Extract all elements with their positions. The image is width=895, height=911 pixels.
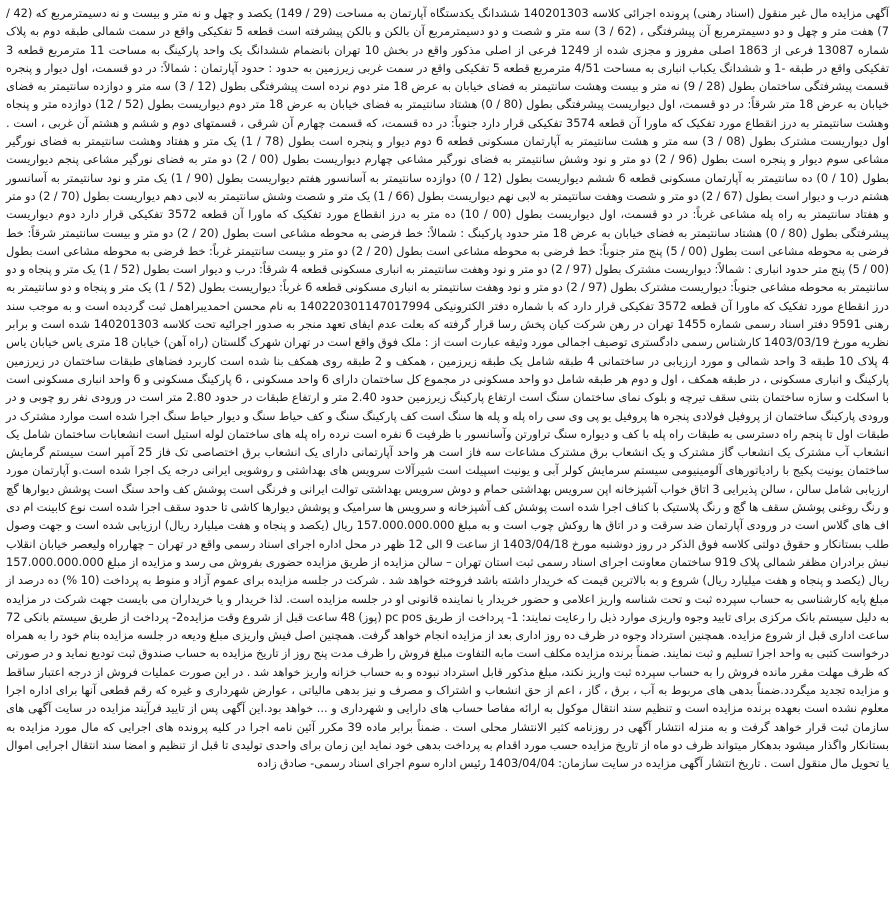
auction-notice-text: آگهی مزایده مال غیر منقول (اسناد رهنی) پرونده اجرائی کلاسه 140201303 ششدانگ یکدستگاه آپارتمان به مساحت (29 / 149) یکصد و چهل و نه متر و بیست و نه دسیمترمربع که (42 / 7) هفت متر و چهل و دو دسیمترمربع آن پیشرفتگی ، (62 / 3) سه متر و شصت و دو دسیمترمربع آن بالکن و بالکن پیشرفته است قطعه 5 تفکیکی واقع در سمت شمالی طبقه دوم به پلاک شماره 13087 فرعی از 1863 اصلی مفروز و مجزی شده از 1249 فرعی از اصلی مذکور واقع در بخش 10 تهران بانضمام ششدانگ یک واحد پارکینگ به مساحت 11 مترمربع قطعه 3 تفکیکی واقع در طبقه -1 و ششدانگ یکباب انباری به مساحت 4/51 مترمربع قطعه 5 تفکیکی واقع در سمت غربی زیرزمین به حدود : حدود آپارتمان : شمالاً: در دو قسمت، اول دیوار و پنجره قسمت پیشرفتگی ساختمان بطول (28 / 9) نه متر و بیست وهشت سانتیمتر به فضای خیابان به عرض 18 متر دوم نرده است پیشرفتگی بطول (12 / 3) سه متر و دوازده سانتیمتر به فضای خیابان به عرض 18 متر شرقاً: در دو قسمت، اول دیواریست پیشرفتگی بطول (80 / 0) هشتاد سانتیمتر به فضای خیابان به عرض 18 متر دوم دیواریست بطول (52 / 12) دوازده متر و پنجاه وهشت سانتیمتر به درز انقطاع مورد تفکیک که ماورا آن قطعه 3574 تفکیکی قرار دارد جنوباً: در ده قسمت، که قسمت چهارم آن شرقی ، قسمتهای دوم و ششم و هشتم آن غربی ، است . اول دیواریست مشترک بطول (08 / 3) سه متر و هشت سانتیمتر به آپارتمان مسکونی قطعه 6 دوم دیوار و پنجره است بطول (78 / 1) یک متر و هفتاد وهشت سانتیمتر به فضای نورگیر مشاعی سوم دیوار و پنجره است بطول (96 / 2) دو متر و نود وشش سانتیمتر به فضای نورگیر مشاعی چهارم دیواریست بطول (00 / 2) دو متر به فضای نورگیر مشاعی پنجم دیواریست بطول (10 / 0) ده سانتیمتر به آپارتمان مسکونی قطعه 6 ششم دیواریست بطول (12 / 0) دوازده سانتیمتر به آسانسور هفتم دیواریست بطول (90 / 1) یک متر و نود سانتیمتر به آسانسور هشتم درب و دیوار است بطول (67 / 2) دو متر و شصت وهفت سانتیمتر به لابی نهم دیواریست بطول (66 / 1) یک متر و شصت وشش سانتیمتر به لابی دهم دیواریست بطول (70 / 2) دو متر و هفتاد سانتیمتر به راه پله مشاعی غرباً: در دو قسمت، اول دیواریست بطول (00 / 10) ده متر به درز انقطاع مورد تفکیک که ماورا آن قطعه 3572 تفکیکی قرار دارد دوم دیواریست پیشرفتگی بطول (80 / 0) هشتاد سانتیمتر به فضای خیابان به عرض 18 متر حدود پارکینگ : شمالاً: خط فرضی به محوطه مشاعی است بطول (20 / 2) دو متر و بیست سانتیمتر شرقاً: خط فرضی به محوطه مشاعی است بطول (00 / 5) پنج متر جنوباً: خط فرضی به محوطه مشاعی است بطول (20 / 2) دو متر و بیست سانتیمتر غرباً: خط فرضی به محوطه مشاعی است بطول (00 / 5) پنج متر حدود انباری : شمالاً: دیواریست مشترک بطول (97 / 2) دو متر و نود وهفت سانتیمتر به انباری مسکونی قطعه 4 شرقاً: درب و دیوار است بطول (52 / 1) یک متر و پنجاه و دو سانتیمتر به محوطه مشاعی جنوباً: دیواریست مشترک بطول (97 / 2) دو متر و نود وهفت سانتیمتر به انباری مسکونی قطعه 6 غرباً: دیواریست بطول (52 / 1) یک متر و پنجاه و دو سانتیمتر به درز انقطاع مورد تفکیک که ماورا آن قطعه 3572 تفکیکی قرار دارد که با شماره دفتر الکترونیکی 140220301147017994 به نام محسن احمدیبراهمل ثبت گردیده است و به موجب سند رهنی 9591 دفتر اسناد رسمی شماره 1455 تهران در رهن شرکت کیان پخش رسا قرار گرفته که بعلت عدم ایفای تعهد منجر به صدور اجرائیه تحت کلاسه 140201303 شده است و برابر نظریه مورخ 1403/03/19 کارشناس رسمی دادگستری توصیف اجمالی مورد وثیقه عبارت است از : ملک فوق واقع است در تهران شهرک گلستان (راه آهن) خیابان 18 متری یاس خیابان یاس 4 پلاک 10 طبقه 3 واحد شمالی و مورد ارزیابی در ساختمانی 4 طبقه شامل یک طبقه زیرزمین ، همکف و 2 طبقه روی همکف بنا شده است کاربرد فضاهای طبقات ساختمان در زیرزمین پارکینگ و انباری مسکونی ، در طبقه همکف ، اول و دوم هر طبقه شامل دو واحد مسکونی در مجموع کل ساختمان دارای 6 واحد مسکونی ، 6 پارکینگ مسکونی و 6 واحد انباری مسکونی است با اسکلت و سازه ساختمان بتنی سقف تیرچه و بلوک نمای ساختمان سنگ است ارتفاع پارکینگ زیرزمین حدود 2.40 متر و ارتفاع طبقات در حدود 2.80 متر است در ورودی نفر رو چوبی و در ورودی پارکینگ ساختمان از پروفیل فولادی پنجره ها پروفیل یو پی وی سی راه پله و پله ها سنگ است کف پارکینگ سنگ و کف حیاط سنگ و دیوار حیاط سنگ اجرا شده است موارد مشترک در طبقات اول تا پنجم راه دسترسی به طبقات راه پله با کف و دیواره سنگ تراورتن وآسانسور با ظرفیت 6 نفره است نرده راه پله های ساختمان لوله استیل است انشعابات ساختمان شامل یک انشعاب آب مشترک یک انشعاب گاز مشترک و یک انشعاب برق مشترک مشاعات سه فاز است هر واحد آپارتمانی دارای یک انشعاب برق اختصاصی تک فاز 25 آمپر است سیستم گرمایش ساختمان یونیت پکیج با رادیاتورهای آلومینیومی سیستم سرمایش کولر آبی و یونیت اسپیلت است شیرآلات سرویس های بهداشتی و روشویی ایرانی درجه یک اجرا شده است.و آپارتمان مورد ارزیابی شامل سالن ، سالن پذیرایی 3 اتاق خواب آشپزخانه اپن سرویس بهداشتی حمام و دوش سرویس بهداشتی توالت ایرانی و فرنگی است پوشش کف واحد سنگ است پوشش دیوارها گچ و رنگ روغنی پوشش سقف ها گچ و رنگ پلاستیک با کناف اجرا شده است پوشش کف آشپزخانه و سرویس ها سرامیک و پوشش دیوارها کاشی تا حدود سقف اجرا شده است نوع کابینت ام دی اف های گلاس است در ورودی آپارتمان ضد سرقت و در اتاق ها روکش چوب است و به مبلغ 157.000.000.000 ریال (یکصد و پنجاه و هفت میلیارد ریال) ارزیابی شده است و جهت وصول طلب بستانکار و حقوق دولتی کلاسه فوق الذکر در روز دوشنبه مورخ 1403/04/18 از ساعت 9 الی 12 ظهر در محل اداره اجرای اسناد رسمی واقع در تهران – چهارراه ولیعصر خیابان انقلاب نبش برادران مظفر شمالی پلاک 919 ساختمان معاونت اجرای اسناد رسمی ثبت استان تهران – سالن مزایده از طریق مزایده حضوری بفروش می رسد و مزایده از مبلغ 157.000.000.000 ریال (یکصد و پنجاه و هفت میلیارد ریال) شروع و به بالاترین قیمت که خریدار داشته باشد فروخته خواهد شد . شرکت در جلسه مزایده برای عموم آزاد و منوط به پرداخت (10 %) ده درصد از مبلغ پایه کارشناسی به حساب سپرده ثبت و تحت شناسه واریز اعلامی و حضور خریدار یا نماینده قانونی او در جلسه مزایده است. لذا خریدار و یا خریداران می بایست جهت شرکت در مزایده به دلیل سیستم بانک مرکزی برای تایید وجوه واریزی موارد ذیل را رعایت نمایند: 1- پرداخت از طریق pc pos (پوز) 48 ساعت قبل از شروع وقت مزایده2- پرداخت از طریق سیستم بانکی 72 ساعت اداری قبل از شروع مزایده. همچنین استرداد وجوه در ظرف ده روز اداری بعد از مزایده انجام خواهد گرفت. همچنین اصل فیش واریزی مبلغ ودیعه در جلسه مزایده بنام خود را به همراه درخواست کتبی به واحد اجرا تسلیم و ثبت نمایند. ضمناً برنده مزایده مکلف است مابه التفاوت مبلغ فروش را ظرف مدت پنج روز از تاریخ مزایده به حساب صندوق ثبت تودیع نماید و در صورتی که ظرف مهلت مقرر مانده فروش را به حساب سپرده ثبت واریز نکند، مبلغ مذکور قابل استرداد نبوده و به حساب خزانه واریز خواهد شد . در این صورت عملیات فروش از درجه اعتبار ساقط و مزایده تجدید میگردد.ضمناً بدهی های مربوط به آب ، برق ، گاز ، اعم از حق انشعاب و اشتراک و مصرف و نیز بدهی مالیاتی ، عوارض شهرداری و غیره که رقم قطعی آنها برای اداره اجرا معلوم نشده است بعهده برنده مزایده است و تنظیم سند انتقال موکول به ارائه مفاصا حساب های دارایی و شهرداری و ... خواهد بود.این آگهی پس از تایید فرآیند مزایده در سایت آگهی های سازمان ثبت قرار خواهد گرفت و به منزله انتشار آگهی در روزنامه کثیر الانتشار محلی است . ضمناً برابر ماده 39 مکرر آئین نامه اجرا در کلیه پرونده های اجرایی که مال مورد مزایده به بستانکار واگذار میشود بدهکار میتواند ظرف دو ماه از تاریخ مزایده حسب مورد اقدام به پرداخت بدهی خود نماید این زمان برای واحدی تولیدی تا قبل از تنظیم و امضا سند انتقال اجرایی اموال یا تحویل مال منقول است . تاریخ انتشار آگهی مزایده در سایت سازمان: 1403/04/04 رئیس اداره سوم اجرای اسناد رسمی- صادق زاده (6, 6, 890, 771)
